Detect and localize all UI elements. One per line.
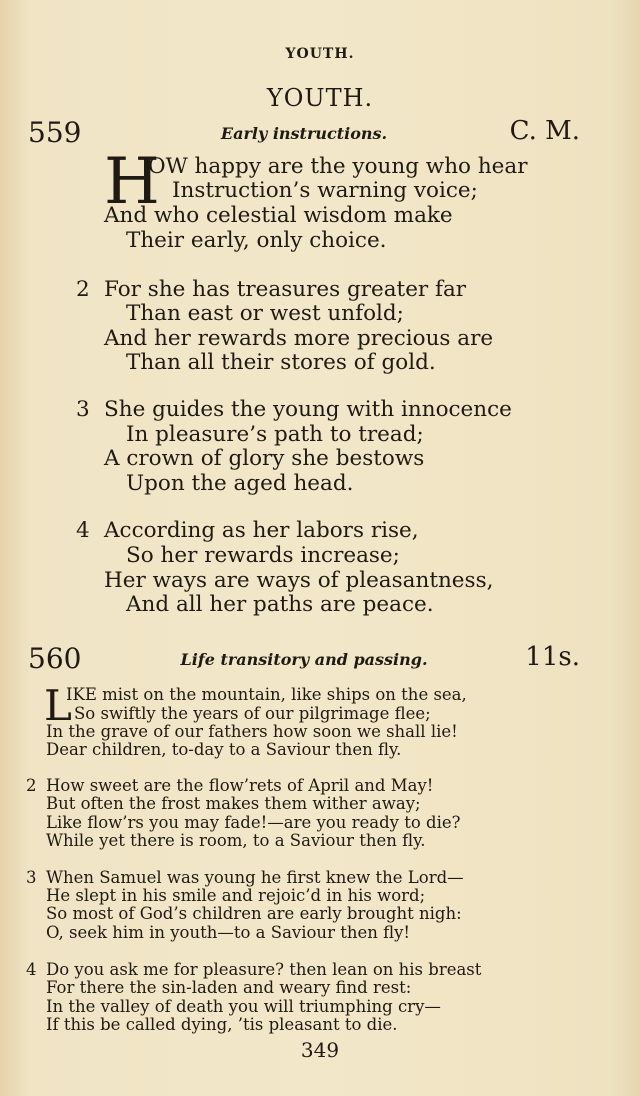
verse-line: Like flow’rs you may fade!—are you ready to die? — [46, 813, 461, 832]
running-head: YOUTH. — [285, 46, 355, 62]
verse-line: In pleasure’s path to tread; — [126, 422, 424, 447]
stanza-number: 4 — [26, 960, 37, 979]
verse-line: So most of God’s children are early brought nigh: — [46, 904, 462, 923]
verse-line: A crown of glory she bestows — [104, 446, 425, 471]
verse-line: In the grave of our fathers how soon we shall lie! — [46, 722, 458, 741]
drop-cap: L — [44, 681, 72, 730]
verse-line: Than all their stores of gold. — [126, 350, 436, 375]
hymn-number: 560 — [28, 642, 82, 675]
stanza-number: 4 — [76, 518, 90, 543]
verse-line: He slept in his smile and rejoic’d in his word; — [46, 886, 426, 905]
stanza-number: 3 — [76, 397, 90, 422]
verse-line: O, seek him in youth—to a Saviour then fly! — [46, 923, 411, 942]
verse-line: IKE mist on the mountain, like ships on the sea, — [66, 685, 467, 704]
hymn-meter: 11s. — [525, 642, 580, 672]
stanza-number: 3 — [26, 868, 37, 887]
page-number: 349 — [300, 1038, 340, 1062]
hymn-560-header — [28, 642, 580, 676]
stanza-number: 2 — [26, 776, 37, 795]
verse-line: Than east or west unfold; — [126, 301, 404, 326]
verse-line: Her ways are ways of pleasantness, — [104, 568, 494, 593]
verse-line: How sweet are the flow’rets of April and May! — [46, 776, 434, 795]
verse-line: And who celestial wisdom make — [104, 203, 453, 228]
verse-line: Upon the aged head. — [126, 471, 354, 496]
verse-line: She guides the young with innocence — [104, 397, 512, 422]
verse-line: Dear children, to-day to a Saviour then fly. — [46, 740, 402, 759]
verse-line: OW happy are the young who hear — [148, 154, 528, 179]
verse-line: Their early, only choice. — [126, 228, 387, 253]
verse-line: And all her paths are peace. — [126, 592, 434, 617]
verse-line: Do you ask me for pleasure? then lean on his breast — [46, 960, 482, 979]
verse-line: And her rewards more precious are — [104, 326, 494, 351]
hymn-number: 559 — [28, 116, 82, 149]
hymn-subtitle: Early instructions. — [220, 124, 388, 143]
verse-line: So her rewards increase; — [126, 543, 400, 568]
verse-line: For she has treasures greater far — [104, 277, 467, 302]
verse-line: When Samuel was young he first knew the Lord— — [46, 868, 464, 887]
section-title: YOUTH. — [266, 84, 374, 112]
verse-line: In the valley of death you will triumphing cry— — [46, 997, 441, 1016]
verse-line: For there the sin-laden and weary find rest: — [46, 978, 412, 997]
hymn-subtitle: Life transitory and passing. — [180, 650, 428, 669]
drop-cap: H — [104, 145, 160, 219]
verse-line: Instruction’s warning voice; — [172, 178, 478, 203]
verse-line: So swiftly the years of our pilgrimage flee; — [74, 704, 431, 723]
verse-line: According as her labors rise, — [104, 518, 419, 543]
verse-line: If this be called dying, ’tis pleasant to die. — [46, 1015, 398, 1034]
hymn-meter: C. M. — [509, 116, 580, 146]
verse-line: But often the frost makes them wither away; — [46, 794, 421, 813]
stanza-number: 2 — [76, 277, 90, 302]
verse-line: While yet there is room, to a Saviour then fly. — [46, 831, 426, 850]
